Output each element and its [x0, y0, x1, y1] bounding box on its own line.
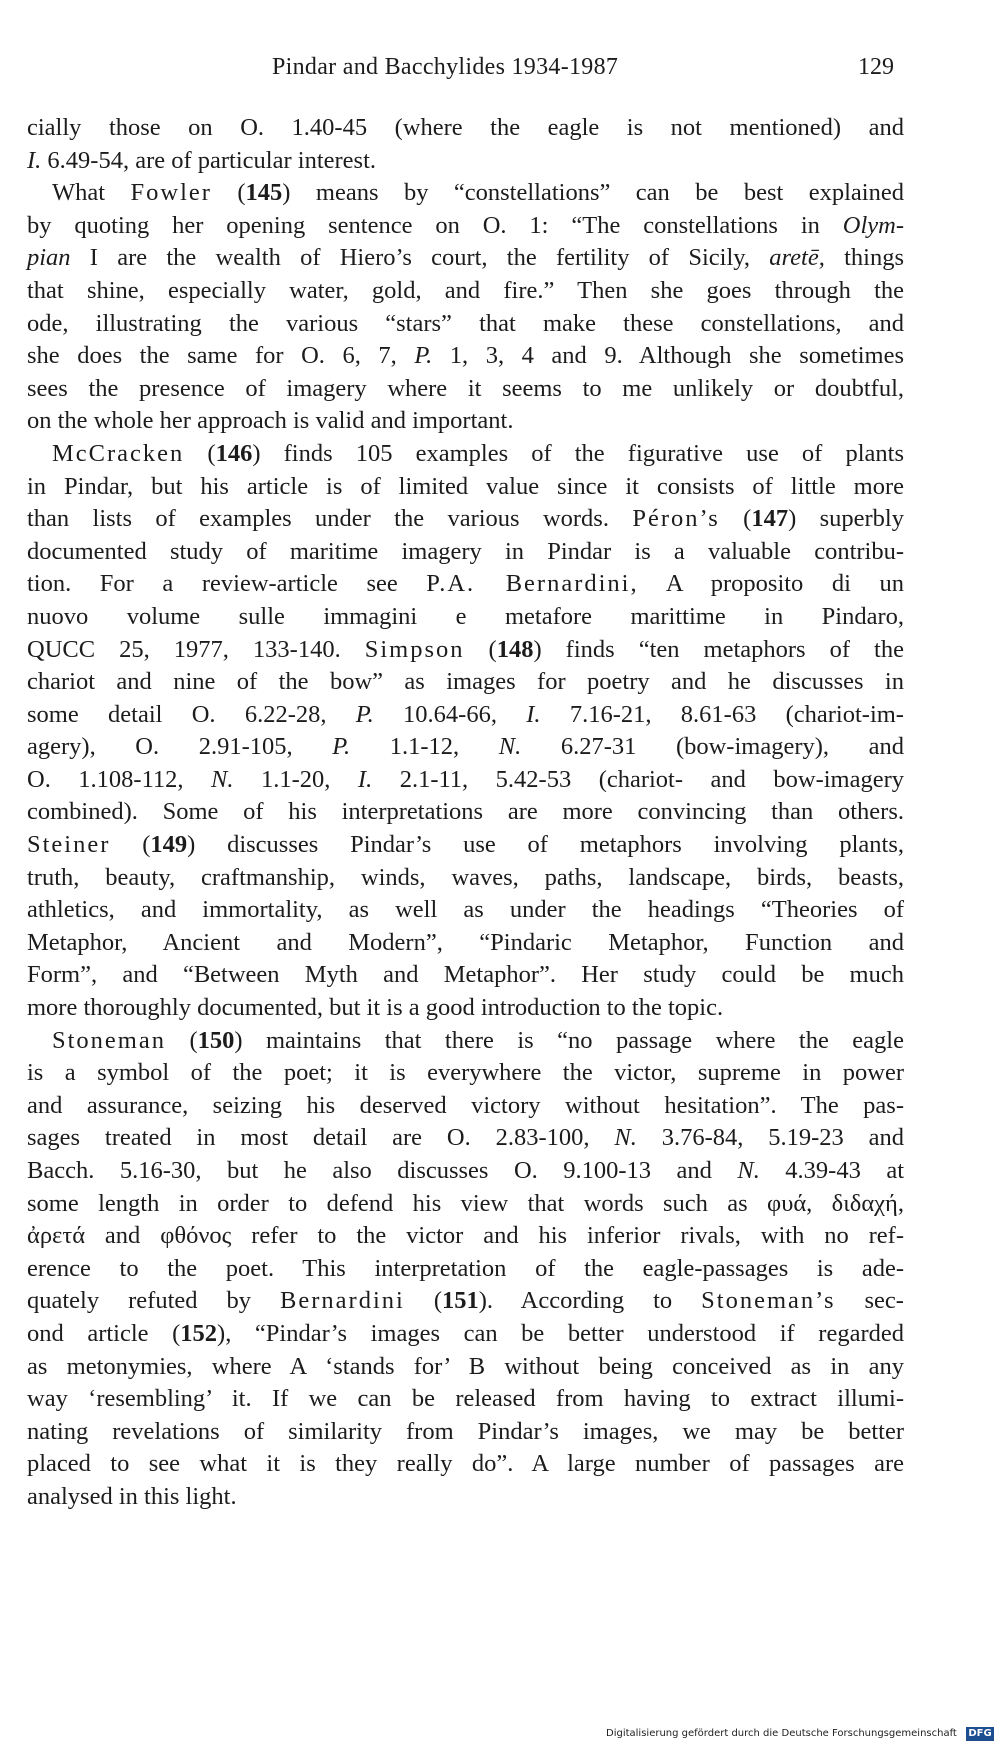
author-name: Péron’s	[632, 505, 720, 533]
text-segment: (	[719, 505, 752, 533]
text-segment: documented study of maritime imagery in Pindar is a valuable contribu-	[27, 537, 904, 565]
text-segment: that shine, especially water, gold, and fire.” Then she goes through the	[27, 276, 904, 304]
text-line	[27, 959, 904, 992]
text-segment: analysed in this light.	[27, 1482, 237, 1510]
text-line	[27, 1220, 904, 1253]
text-segment: is a symbol of the poet; it is everywhere the victor, supreme in power	[27, 1059, 904, 1087]
author-name: P.A. Bernardini,	[426, 570, 639, 598]
text-line	[27, 829, 904, 862]
text-line	[27, 405, 904, 438]
text-segment: N.	[498, 733, 522, 761]
text-line	[27, 992, 904, 1025]
reference-number: 147	[751, 505, 789, 533]
text-line	[27, 1285, 904, 1318]
text-segment: truth, beauty, craftmanship, winds, waves, paths, landscape, birds, beasts,	[27, 863, 904, 891]
text-segment: ) discusses Pindar’s use of metaphors involving plants,	[187, 831, 904, 859]
text-line	[27, 145, 904, 178]
text-segment: 7.16-21, 8.61-63 (chariot-im-	[540, 700, 904, 728]
text-line	[27, 438, 904, 471]
text-line	[27, 210, 904, 243]
reference-number: 150	[197, 1026, 235, 1054]
text-segment: 1.1-12,	[350, 733, 499, 761]
text-segment: sages treated in most detail are O. 2.83-100,	[27, 1124, 615, 1152]
author-name: Bernardini	[280, 1287, 405, 1315]
text-line	[27, 275, 904, 308]
text-line	[27, 1122, 904, 1155]
text-line	[27, 731, 904, 764]
text-line	[27, 1025, 904, 1058]
body-text	[27, 112, 904, 1514]
text-segment: I.	[526, 700, 541, 728]
text-line	[27, 1155, 904, 1188]
text-segment: by quoting her opening sentence on O. 1: “The constellations in	[27, 211, 843, 239]
text-segment: pian	[27, 244, 71, 272]
text-segment: cially those on O. 1.40-45 (where the eagle is not mentioned) and	[27, 114, 904, 141]
text-segment: P.	[414, 342, 433, 370]
text-segment: (	[184, 439, 216, 467]
text-segment: combined). Some of his interpretations are more convincing than others.	[27, 798, 904, 826]
reference-number: 148	[496, 635, 534, 663]
text-line	[27, 536, 904, 569]
text-line	[27, 1448, 904, 1481]
text-segment: 1, 3, 4 and 9. Although she sometimes	[432, 342, 904, 370]
text-line	[27, 1188, 904, 1221]
text-segment: (	[464, 635, 497, 663]
text-segment: nating revelations of similarity from Pindar’s images, we may be better	[27, 1417, 904, 1445]
text-segment: O. 1.108-112,	[27, 765, 212, 793]
text-line	[27, 1318, 904, 1351]
author-name: McCracken	[52, 439, 185, 467]
text-segment: QUCC 25, 1977, 133-140.	[27, 635, 365, 663]
reference-number: 146	[215, 439, 253, 467]
author-name: Steiner	[27, 831, 111, 859]
text-segment: ) means by “constellations” can be best explained	[282, 179, 904, 207]
text-segment: ), “Pindar’s images can be better understood if regarded	[217, 1319, 904, 1347]
text-line	[27, 1481, 904, 1514]
text-line	[27, 796, 904, 829]
text-segment: agery), O. 2.91-105,	[27, 733, 333, 761]
author-name: Fowler	[130, 179, 212, 207]
text-segment: N.	[614, 1124, 637, 1152]
text-segment: than lists of examples under the various words.	[27, 505, 633, 533]
text-line	[27, 764, 904, 797]
text-segment: Olym-	[842, 211, 904, 239]
text-segment: (	[110, 831, 151, 859]
text-segment: A proposito di un	[638, 570, 905, 598]
text-line	[27, 601, 904, 634]
text-segment: ) maintains that there is “no passage where the eagle	[234, 1026, 904, 1054]
text-segment: ) finds “ten metaphors of the	[533, 635, 904, 663]
text-segment: more thoroughly documented, but it is a good introduction to the topic.	[27, 994, 724, 1022]
text-segment: P.	[332, 733, 351, 761]
text-line	[27, 1253, 904, 1286]
text-segment: (	[211, 179, 246, 207]
text-segment: she does the same for O. 6, 7,	[27, 342, 415, 370]
text-line	[27, 471, 904, 504]
text-segment: athletics, and immortality, as well as under the headings “Theories of	[27, 896, 904, 924]
author-name: Stoneman	[52, 1026, 166, 1054]
digitization-footer	[606, 1727, 992, 1741]
dfg-logo: DFG	[966, 1727, 994, 1741]
text-segment: in Pindar, but his article is of limited value since it consists of little more	[27, 472, 904, 500]
text-line	[27, 112, 904, 145]
text-segment: 2.1-11, 5.42-53 (chariot- and bow-imagery	[372, 765, 904, 793]
text-line	[27, 862, 904, 895]
text-segment: What	[52, 179, 131, 207]
text-line	[27, 1090, 904, 1123]
text-segment: tion. For a review-article see	[27, 570, 427, 598]
text-segment: ond article (	[27, 1319, 181, 1347]
text-segment: 6.27-31 (bow-imagery), and	[521, 733, 904, 761]
text-segment: N.	[211, 765, 234, 793]
text-segment: N.	[737, 1157, 760, 1184]
text-line	[27, 927, 904, 960]
text-segment: 1.1-20,	[233, 765, 358, 793]
text-segment: ). According to	[478, 1287, 702, 1315]
text-line	[27, 308, 904, 341]
text-segment: (	[166, 1026, 198, 1054]
text-segment: nuovo volume sulle immagini e metafore marittime in Pindaro,	[27, 602, 904, 630]
author-name: Stoneman’s	[701, 1287, 836, 1315]
text-line	[27, 1057, 904, 1090]
author-name: Simpson	[364, 635, 465, 663]
text-line	[27, 177, 904, 210]
text-line	[27, 340, 904, 373]
digitization-note: Digitalisierung gefördert durch die Deutsche Forschungsgemeinschaft	[606, 1728, 957, 1739]
text-line	[27, 666, 904, 699]
text-line	[27, 1383, 904, 1416]
text-segment: some length in order to defend his view that words such as φυά, διδαχή,	[27, 1189, 904, 1217]
text-segment: P.	[355, 700, 374, 728]
text-line	[27, 503, 904, 536]
text-segment: way ‘resembling’ it. If we can be released from having to extract illumi-	[27, 1385, 904, 1413]
text-line	[27, 699, 904, 732]
text-segment: sec-	[835, 1287, 904, 1315]
reference-number: 152	[180, 1319, 218, 1347]
text-segment: ode, illustrating the various “stars” that make these constellations, and	[27, 309, 904, 337]
text-line	[27, 1351, 904, 1384]
text-line	[27, 1416, 904, 1449]
text-segment: ) superbly	[788, 505, 904, 533]
running-head	[0, 54, 1000, 94]
text-segment: I.	[27, 146, 42, 174]
text-line	[27, 894, 904, 927]
text-segment: ) finds 105 examples of the figurative use of plants	[252, 439, 904, 467]
text-segment: erence to the poet. This interpretation of the eagle-passages is ade-	[27, 1254, 904, 1282]
text-segment: aretē,	[769, 244, 825, 272]
text-segment: 6.49-54, are of particular interest.	[41, 146, 376, 174]
running-title: Pindar and Bacchylides 1934-1987	[272, 54, 619, 80]
text-line	[27, 373, 904, 406]
text-segment: 3.76-84, 5.19-23 and	[636, 1124, 904, 1152]
text-segment: quately refuted by	[27, 1287, 281, 1315]
text-segment: on the whole her approach is valid and important.	[27, 407, 514, 435]
text-line	[27, 634, 904, 667]
text-line	[27, 568, 904, 601]
text-segment: chariot and nine of the bow” as images for poetry and he discusses in	[27, 668, 904, 696]
text-line	[27, 242, 904, 275]
text-segment: some detail O. 6.22-28,	[27, 700, 356, 728]
reference-number: 149	[150, 831, 188, 859]
text-segment: and assurance, seizing his deserved victory without hesitation”. The pas-	[27, 1091, 904, 1119]
text-segment: sees the presence of imagery where it seems to me unlikely or doubtful,	[27, 374, 904, 402]
reference-number: 151	[441, 1287, 479, 1315]
text-segment: I.	[357, 765, 373, 793]
text-segment: placed to see what it is they really do”. A large number of passages are	[27, 1450, 904, 1478]
text-segment: as metonymies, where A ‘stands for’ B without being conceived as in any	[27, 1352, 904, 1380]
text-segment: Metaphor, Ancient and Modern”, “Pindaric Metaphor, Function and	[27, 928, 904, 956]
text-segment: (	[404, 1287, 442, 1315]
text-segment: Form”, and “Between Myth and Metaphor”. Her study could be much	[27, 961, 904, 989]
text-segment: things	[824, 244, 904, 272]
text-segment: 4.39-43 at	[759, 1157, 904, 1184]
text-segment: 10.64-66,	[373, 700, 527, 728]
reference-number: 145	[245, 179, 283, 207]
text-segment: Bacch. 5.16-30, but he also discusses O. 9.100-13 and	[27, 1157, 738, 1184]
text-segment: ἀρετά and φθόνος refer to the victor and his inferior rivals, with no ref-	[27, 1222, 904, 1250]
page-number: 129	[858, 54, 894, 80]
text-segment: I are the wealth of Hiero’s court, the fertility of Sicily,	[70, 244, 770, 272]
